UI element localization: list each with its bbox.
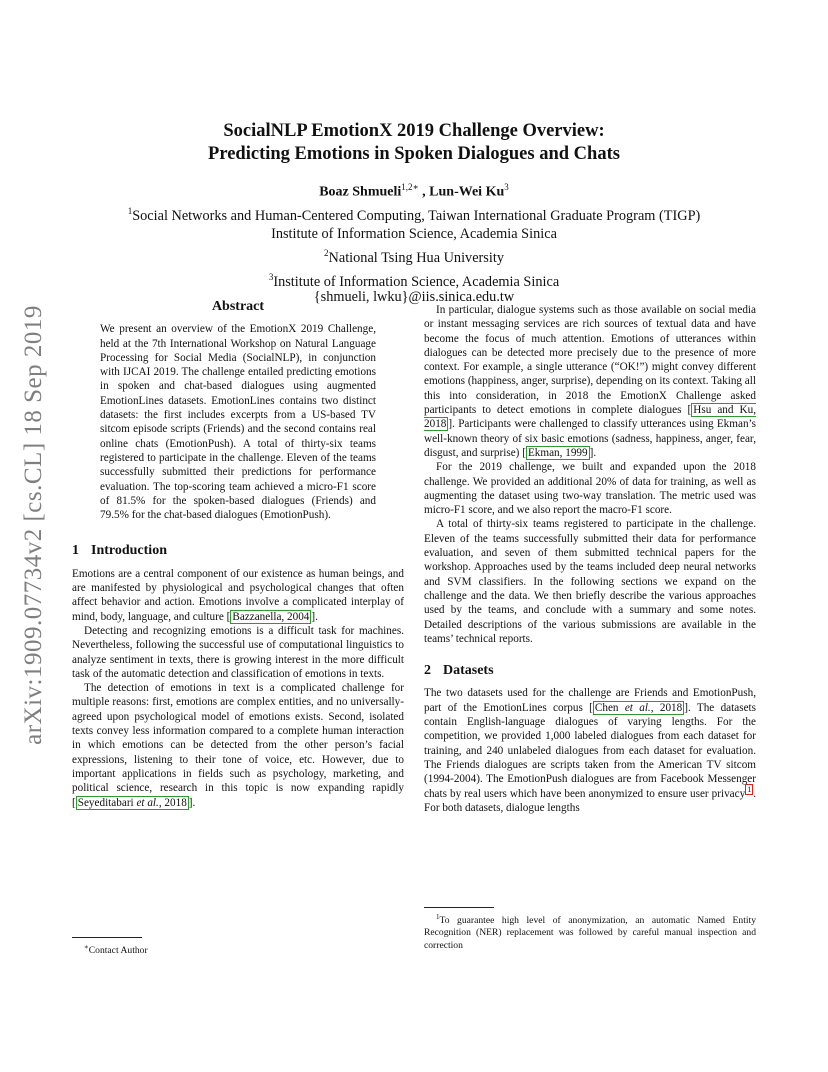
footnote-contact [84,941,384,957]
right-paragraph-1-text-a: In particular, dialogue systems such as those available on social media or instant messaging services are rich sources of textual data and have become the focus of much attention. Emotions of utterances within dialogues can be detected more precisely due to the presence of more context. For example, a single utterance (“OK!”) might convey different emotions (happiness, anger, surprise), depending on its context. Taking all this into consideration, in 2018 the EmotionX Challenge asked participants to detect emotions in complete dialogues [424,304,756,417]
right-paragraph-1-text-b: . Participants were challenged to classify utterances using Ekman’s well-known theory of six basic emotions (sadness, happiness, anger, fear, disgust, and surprise) [424,418,756,459]
paper-title-line-2: Predicting Emotions in Spoken Dialogues and Chats [208,144,620,164]
affiliation-1 [70,202,758,226]
footnote-contact-text: Contact Author [88,945,148,957]
footnote-1-text: To guarantee high level of anonymization, an automatic Named Entity Recognition (NER) replacement was followed by careful manual inspection and correction [424,915,756,951]
author-1-affiliation-marks: 1,2∗ [401,182,419,192]
author-emails: {shmueli, lwku}@iis.sinica.edu.tw [313,289,515,306]
right-paragraph-2: For the 2019 challenge, we built and expanded upon the 2018 challenge. We provided an additional 20% of data for training, as well as augmenting the dataset using two-way translation. The metric used was micro-F1 score, and we also report the macro-F1 score. [424,461,756,517]
affiliation-2 [70,244,758,268]
affiliation-1b: Institute of Information Science, Academia Sinica [271,226,557,243]
footnote-mark: ∗ [84,943,89,951]
paper-title-line-1: SocialNLP EmotionX 2019 Challenge Overview: [223,121,605,141]
footnote-1 [424,911,756,952]
datasets-paragraph-1-text-a: The two datasets used for the challenge are Friends and EmotionPush, part of the EmotionLines corpus [424,687,756,714]
footnote-rule-right [424,907,494,908]
citation-year: , 2018 [650,701,683,714]
citation-author: Seyeditabari [77,796,137,809]
citation-author: Chen [594,701,625,714]
footnote-reference-link[interactable]: 1 [747,784,752,794]
section-number: 2 [424,663,431,679]
citation-etal: et al. [136,796,159,809]
author-2-affiliation-marks: 3 [504,182,509,192]
abstract-heading: Abstract [211,299,265,314]
arxiv-identifier-stamp [14,290,54,760]
footnote-rule-left [72,937,142,938]
section-number: 1 [72,543,79,559]
section-heading-datasets [424,664,756,678]
citation-etal: et al. [624,701,651,714]
footnote-mark: 1 [436,913,440,921]
right-paragraph-3: A total of thirty-six teams registered to participate in the challenge. Eleven of the teams successfully submitted their data for performance evaluation, and seven of them submitted technical papers for the workshop. Approaches used by the teams included deep neural networks and SVM classifiers. In the following sections we expand on the challenge and the data. We then briefly describe the various approaches used by the teams, and conclude with a summary and some notes. Detailed descriptions of the various submissions are available in the teams’ technical reports. [424,518,756,645]
affiliation-1-text: Social Networks and Human-Centered Computing, Taiwan International Graduate Program (TIGP) [132,207,701,224]
author-name-2: Lun-Wei Ku [429,184,505,200]
affiliation-3-text: Institute of Information Science, Academia Sinica [273,273,560,290]
intro-paragraph-3: The detection of emotions in text is a complicated challenge for multiple reasons: first, emotions are complex entities, and no universally-agreed upon psychological model of emotions exists. Second, isolated texts convey less information compared to a complete human interaction in which emotions can be detected from the other person’s facial expressions, listening to their tone of voice, etc. However, due to important applications in fields such as psychology, marketing, and political science, research in this topic is now expanding rapidly [ Seyeditabari et al., 2018 ]. [72,682,404,809]
affiliation-3-mark: 3 [268,271,274,282]
intro-paragraph-2: Detecting and recognizing emotions is a difficult task for machines. Nevertheless, following the successful use of computational linguistics to analyze sentiment in texts, there is growing interest in the more difficult task of the automatic detection and classification of emotions in texts. [72,624,404,680]
intro-paragraph-3-text: The detection of emotions in text is a complicated challenge for multiple reasons: first, emotions are complex entities, and no universally-agreed upon psychological model of emotions exists. Second, isolated texts convey less information compared to a complete human interaction in which emotions can be detected from the other person’s facial expressions, listening to their tone of voice, etc. However, due to important applications in fields such as psychology, marketing, and political science, research in this topic is now expanding rapidly [72,682,404,795]
affiliation-1-mark: 1 [127,205,133,216]
right-column [424,303,756,815]
citation-link[interactable] [593,701,684,715]
intro-paragraph-1-text: Emotions are a central component of our existence as human beings, and are manifested by physiological and psychological changes that often affect behavior and action. Emotions involve a complicated interplay of mind, body, language, and culture [72,567,404,623]
right-paragraph-1: In particular, dialogue systems such as those available on social media or instant messaging services are rich sources of textual data and have become the focus of much attention. Emotions of utterances within dialogues can be detected more precisely due to the presence of more context. For example, a single utterance (“OK!”) might convey different emotions (happiness, anger, surprise), depending on its context. Taking all this into consideration, in 2018 the EmotionX Challenge asked participants to detect emotions in complete dialogues [ Hsu and Ku, 2018 ]. Participants were challenged to classify utterances using Ekman’s well-known theory of six basic emotions (sadness, happiness, anger, fear, disgust, and surprise) [ Ekman, 1999 ]. [424,304,757,459]
author-list [70,178,758,202]
arxiv-identifier[interactable]: arXiv:1909.07734v2 [cs.CL] 18 Sep 2019 [20,305,47,745]
author-name-1: Boaz Shmueli [319,184,402,200]
citation-year: , 2018 [158,796,187,809]
left-column [72,300,404,810]
abstract-text: We present an overview of the EmotionX 2019 Challenge, held at the 7th International Workshop on Natural Language Processing for Social Media (SocialNLP), in conjunction with IJCAI 2019. The challenge entailed predicting emotions in spoken and chat-based dialogues using augmented EmotionLines datasets. EmotionLines contains two distinct datasets: the first includes excerpts from a US-based TV sitcom episode scripts (Friends) and the second contains real online chats (EmotionPush). A total of thirty-six teams registered to participate in the challenge. Eleven of the teams successfully submitted their predictions for performance evaluation. The top-scoring team achieved a micro-F1 score of 81.5% for the spoken-based dialogues (Friends) and 79.5% for the chat-based dialogues (EmotionPush). [100,323,376,522]
datasets-paragraph-1-text-b: . The datasets contain English-language dialogues of varying lengths. For the competition, we provided 1,000 labeled dialogues from each dataset for training, and 240 unlabeled dialogues from each dataset for evaluation. The Friends dialogues are scripts taken from the American TV sitcom (1994-2004). The EmotionPush dialogues are from Facebook Messenger chats by real users which have been anonymized to ensure user privacy [424,701,756,800]
header-block [70,120,758,307]
citation-link[interactable]: Hsu and Ku, 2018 [424,404,757,431]
citation-link[interactable]: Bazzanella, 2004 [232,610,310,623]
right-paragraph-1-end: . [593,446,597,459]
citation-link[interactable]: Ekman, 1999 [527,446,588,459]
intro-paragraph-3-end: . [192,796,196,809]
intro-paragraph-1-end: . [315,610,318,623]
section-heading-introduction [72,544,404,558]
author-separator: , [418,184,430,200]
affiliation-2-mark: 2 [324,248,329,259]
section-title: Introduction [91,543,167,559]
affiliation-2-text: National Tsing Hua University [328,249,504,266]
citation-link[interactable] [76,796,189,810]
datasets-paragraph-1: The two datasets used for the challenge are Friends and EmotionPush, part of the EmotionLines corpus [ Chen et al., 2018 ]. The datasets contain English-language dialogues of varying lengths. For the competition, we provided 1,000 labeled dialogues from each dataset for training, and 240 unlabeled dialogues from each dataset for evaluation. The Friends dialogues are scripts taken from the American TV sitcom (1994-2004). The EmotionPush dialogues are from Facebook Messenger chats by real users which have been anonymized to ensure user privacy $^1$ . For both datasets, dialogue lengths [424,687,756,814]
datasets-paragraph-1-text-c: . For both datasets, dialogue lengths [424,787,756,814]
section-title: Datasets [443,663,494,679]
intro-paragraph-1: Emotions are a central component of our existence as human beings, and are manifested by physiological and psychological changes that often affect behavior and action. Emotions involve a complicated interplay of mind, body, language, and culture [ Bazzanella, 2004 ]. [72,567,404,623]
